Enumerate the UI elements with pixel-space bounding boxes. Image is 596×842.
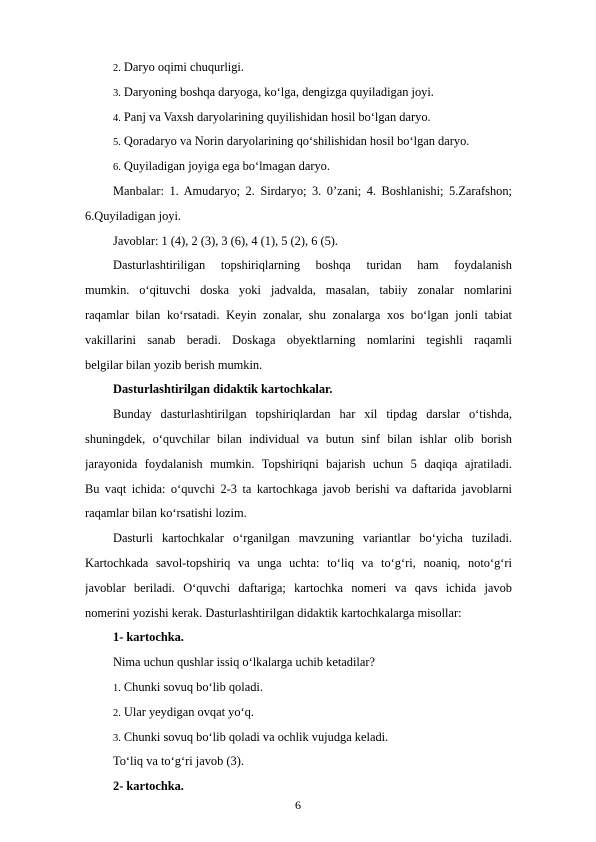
- paragraph-line: Bu vaqt ichida: oʻquvchi 2-3 ta kartochkaga javob berishi va daftarida javoblarni: [85, 481, 512, 496]
- list-item: [85, 129, 512, 154]
- list-number: 5.: [113, 137, 121, 149]
- paragraph-line: javoblar beriladi. Oʻquvchi daftariga; kartochka nomeri va qavs ichida javob: [85, 580, 512, 595]
- list-text: Panj va Vaxsh daryolarining quyilishidan hosil boʻlgan daryo.: [123, 109, 431, 124]
- list-item: [85, 55, 512, 80]
- paragraph-line: nomerini yozishi kerak. Dasturlashtirilgan didaktik kartochkalarga misollar:: [85, 605, 462, 620]
- paragraph-line: mumkin. oʻqituvchi doska yoki jadvalda, masalan, tabiiy zonalar nomlarini: [85, 283, 512, 298]
- paragraph-line: Kartochkada savol-topshiriq va unga uchta: toʻliq va toʻgʻri, noaniq, notoʻgʻri: [85, 555, 512, 570]
- list-item: [85, 105, 512, 130]
- paragraph-line: shuningdek, oʻquvchilar bilan individual va butun sinf bilan ishlar olib borish: [85, 431, 512, 446]
- card-heading: 2- kartochka.: [113, 779, 184, 794]
- card-question: Nima uchun qushlar issiq oʻlkalarga uchib ketadilar?: [113, 655, 375, 670]
- list-number: 3.: [113, 732, 121, 744]
- list-number: 4.: [113, 112, 121, 124]
- answers-line: Javoblar: 1 (4), 2 (3), 3 (6), 4 (1), 5 (2), 6 (5).: [113, 233, 339, 248]
- paragraph-line: jarayonida foydalanish mumkin. Topshiriqni bajarish uchun 5 daqiqa ajratiladi.: [85, 456, 512, 471]
- list-number: 2.: [113, 63, 121, 74]
- list-text: Chunki sovuq boʻlib qoladi.: [123, 679, 263, 694]
- list-item: [85, 675, 512, 700]
- sources-line: Manbalar: 1. Amudaryo; 2. Sirdaryo; 3. 0’zani; 4. Boshlanishi; 5.Zarafshon;: [113, 183, 512, 198]
- list-text: Ular yeydigan ovqat yoʻq.: [123, 704, 254, 719]
- paragraph-line: Dasturlashtiriligan topshiriqlarning boshqa turidan ham foydalanish: [113, 258, 512, 273]
- list-text: Quyiladigan joyiga ega boʻlmagan daryo.: [123, 159, 330, 174]
- page-number: 6: [295, 798, 301, 812]
- list-text: Qoradaryo va Norin daryolarining qoʻshilishidan hosil boʻlgan daryo.: [123, 134, 470, 149]
- section-heading: Dasturlashtirilgan didaktik kartochkalar.: [113, 382, 333, 397]
- list-item: [85, 700, 512, 725]
- paragraph-line: raqamlar bilan koʻrsatishi lozim.: [85, 506, 247, 521]
- card-answer: Toʻliq va toʻgʻri javob (3).: [113, 754, 244, 769]
- list-item: [85, 154, 512, 179]
- list-number: 3.: [113, 87, 121, 99]
- list-item: [85, 80, 512, 105]
- list-text: Daryo oqimi chuqurligi.: [123, 60, 244, 74]
- card-heading: 1- kartochka.: [113, 630, 184, 645]
- list-number: 2.: [113, 707, 121, 719]
- paragraph-line: Bunday dasturlashtirilgan topshiriqlardan har xil tipdag darslar oʻtishda,: [113, 407, 512, 422]
- list-item: [85, 725, 512, 750]
- sources-line-end: 6.Quyiladigan joyi.: [85, 208, 182, 223]
- list-number: 6.: [113, 162, 121, 174]
- paragraph-line: raqamlar bilan koʻrsatadi. Keyin zonalar, shu zonalarga xos boʻlgan jonli tabiat: [85, 307, 512, 322]
- list-number: 1.: [113, 682, 121, 694]
- list-text: Chunki sovuq boʻlib qoladi va ochlik vujudga keladi.: [123, 729, 389, 744]
- paragraph-line: Dasturli kartochkalar oʻrganilgan mavzuning variantlar boʻyicha tuziladi.: [113, 531, 512, 546]
- paragraph-line: vakillarini sanab beradi. Doskaga obyektlarning nomlarini tegishli raqamli: [85, 332, 512, 347]
- list-text: Daryoning boshqa daryoga, koʻlga, dengizga quyiladigan joyi.: [123, 84, 434, 99]
- page-content: [85, 55, 512, 799]
- paragraph-line: belgilar bilan yozib berish mumkin.: [85, 357, 263, 372]
